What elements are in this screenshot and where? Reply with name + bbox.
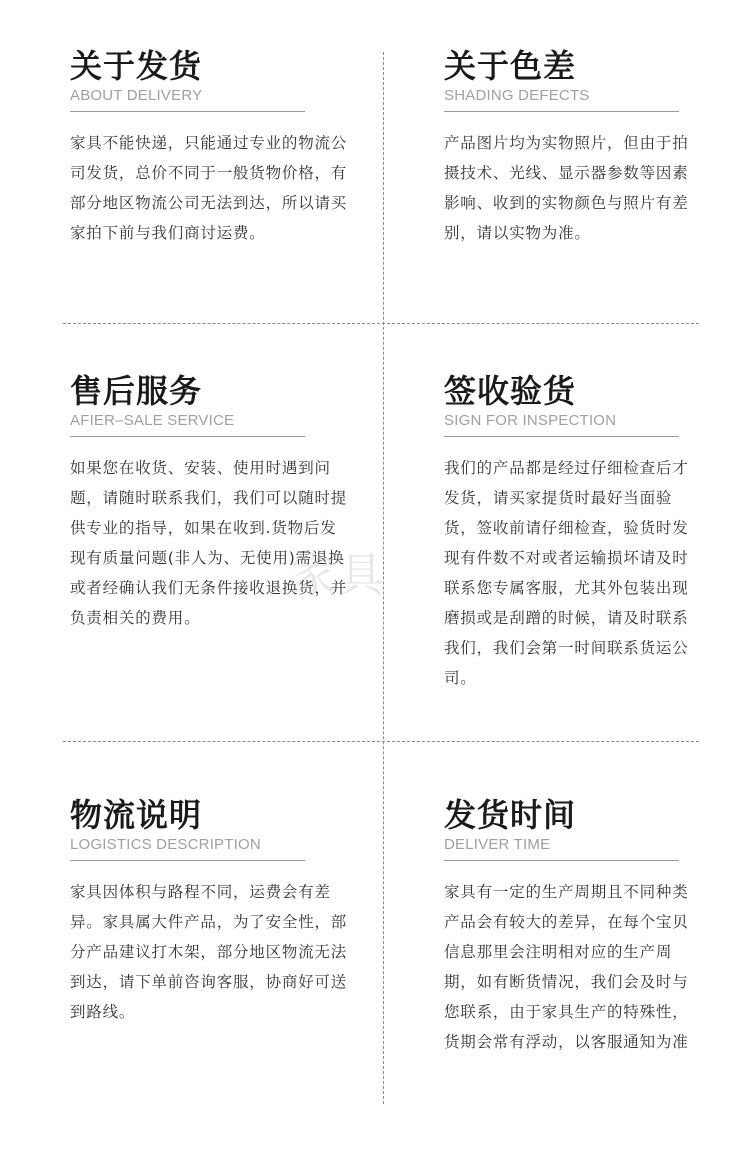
section-shading [444,48,702,248]
section-rule [444,111,679,112]
section-title: 售后服务 [70,372,203,410]
section-rule [70,111,305,112]
section-body: 产品图片均为实物照片，但由于拍摄技术、光线、显示器参数等因素影响、收到的实物颜色与照片有差别，请以实物为准。 [444,134,689,242]
section-subtitle: AFIER–SALE SERVICE [70,412,235,429]
section-delivertime [444,797,702,1057]
section-delivery [70,48,348,248]
watermark-text: 家具 [290,548,386,602]
section-rule [444,436,679,437]
section-subtitle: LOGISTICS DESCRIPTION [70,836,261,853]
section-body: 家具有一定的生产周期且不同种类产品会有较大的差异，在每个宝贝信息那里会注明相对应的生产周期，如有断货情况，我们会及时与您联系，由于家具生产的特殊性，货期会常有浮动，以客服通知为准 [444,883,689,1051]
section-body: 家具不能快递，只能通过专业的物流公司发货，总价不同于一般货物价格，有部分地区物流公司无法到达，所以请买家拍下前与我们商讨运费。 [70,134,348,242]
section-rule [70,860,305,861]
section-title: 发货时间 [444,796,577,834]
section-subtitle: DELIVER TIME [444,836,551,853]
section-title: 物流说明 [70,796,203,834]
section-aftersale [70,373,350,633]
section-body: 我们的产品都是经过仔细检查后才发货，请买家提货时最好当面验货，签收前请仔细检查，验货时发现有件数不对或者运输损坏请及时联系您专属客服，尤其外包装出现磨损或是刮蹭的时候，请及时联系我们，我们会第一时间联系货运公司。 [444,459,689,687]
section-rule [444,860,679,861]
section-subtitle: SIGN FOR INSPECTION [444,412,617,429]
horizontal-divider-2 [63,741,699,742]
section-body: 家具因体积与路程不同，运费会有差异。家具属大件产品，为了安全性，部分产品建议打木架，部分地区物流无法到达，请下单前咨询客服，协商好可送到路线。 [70,883,348,1021]
section-subtitle: SHADING DEFECTS [444,87,590,104]
section-body: 如果您在收货、安装、使用时遇到问题，请随时联系我们，我们可以随时提供专业的指导，如果在收到.货物后发现有质量问题(非人为、无使用)需退换或者经确认我们无条件接收退换货，并负责相关的费用。 [70,459,348,627]
section-logistics [70,797,350,1027]
vertical-divider [383,52,384,1104]
section-rule [70,436,305,437]
section-title: 签收验货 [444,372,577,410]
section-title: 关于色差 [444,47,577,85]
section-title: 关于发货 [70,47,203,85]
section-inspection [444,373,702,693]
horizontal-divider-1 [63,323,699,324]
section-subtitle: ABOUT DELIVERY [70,87,203,104]
